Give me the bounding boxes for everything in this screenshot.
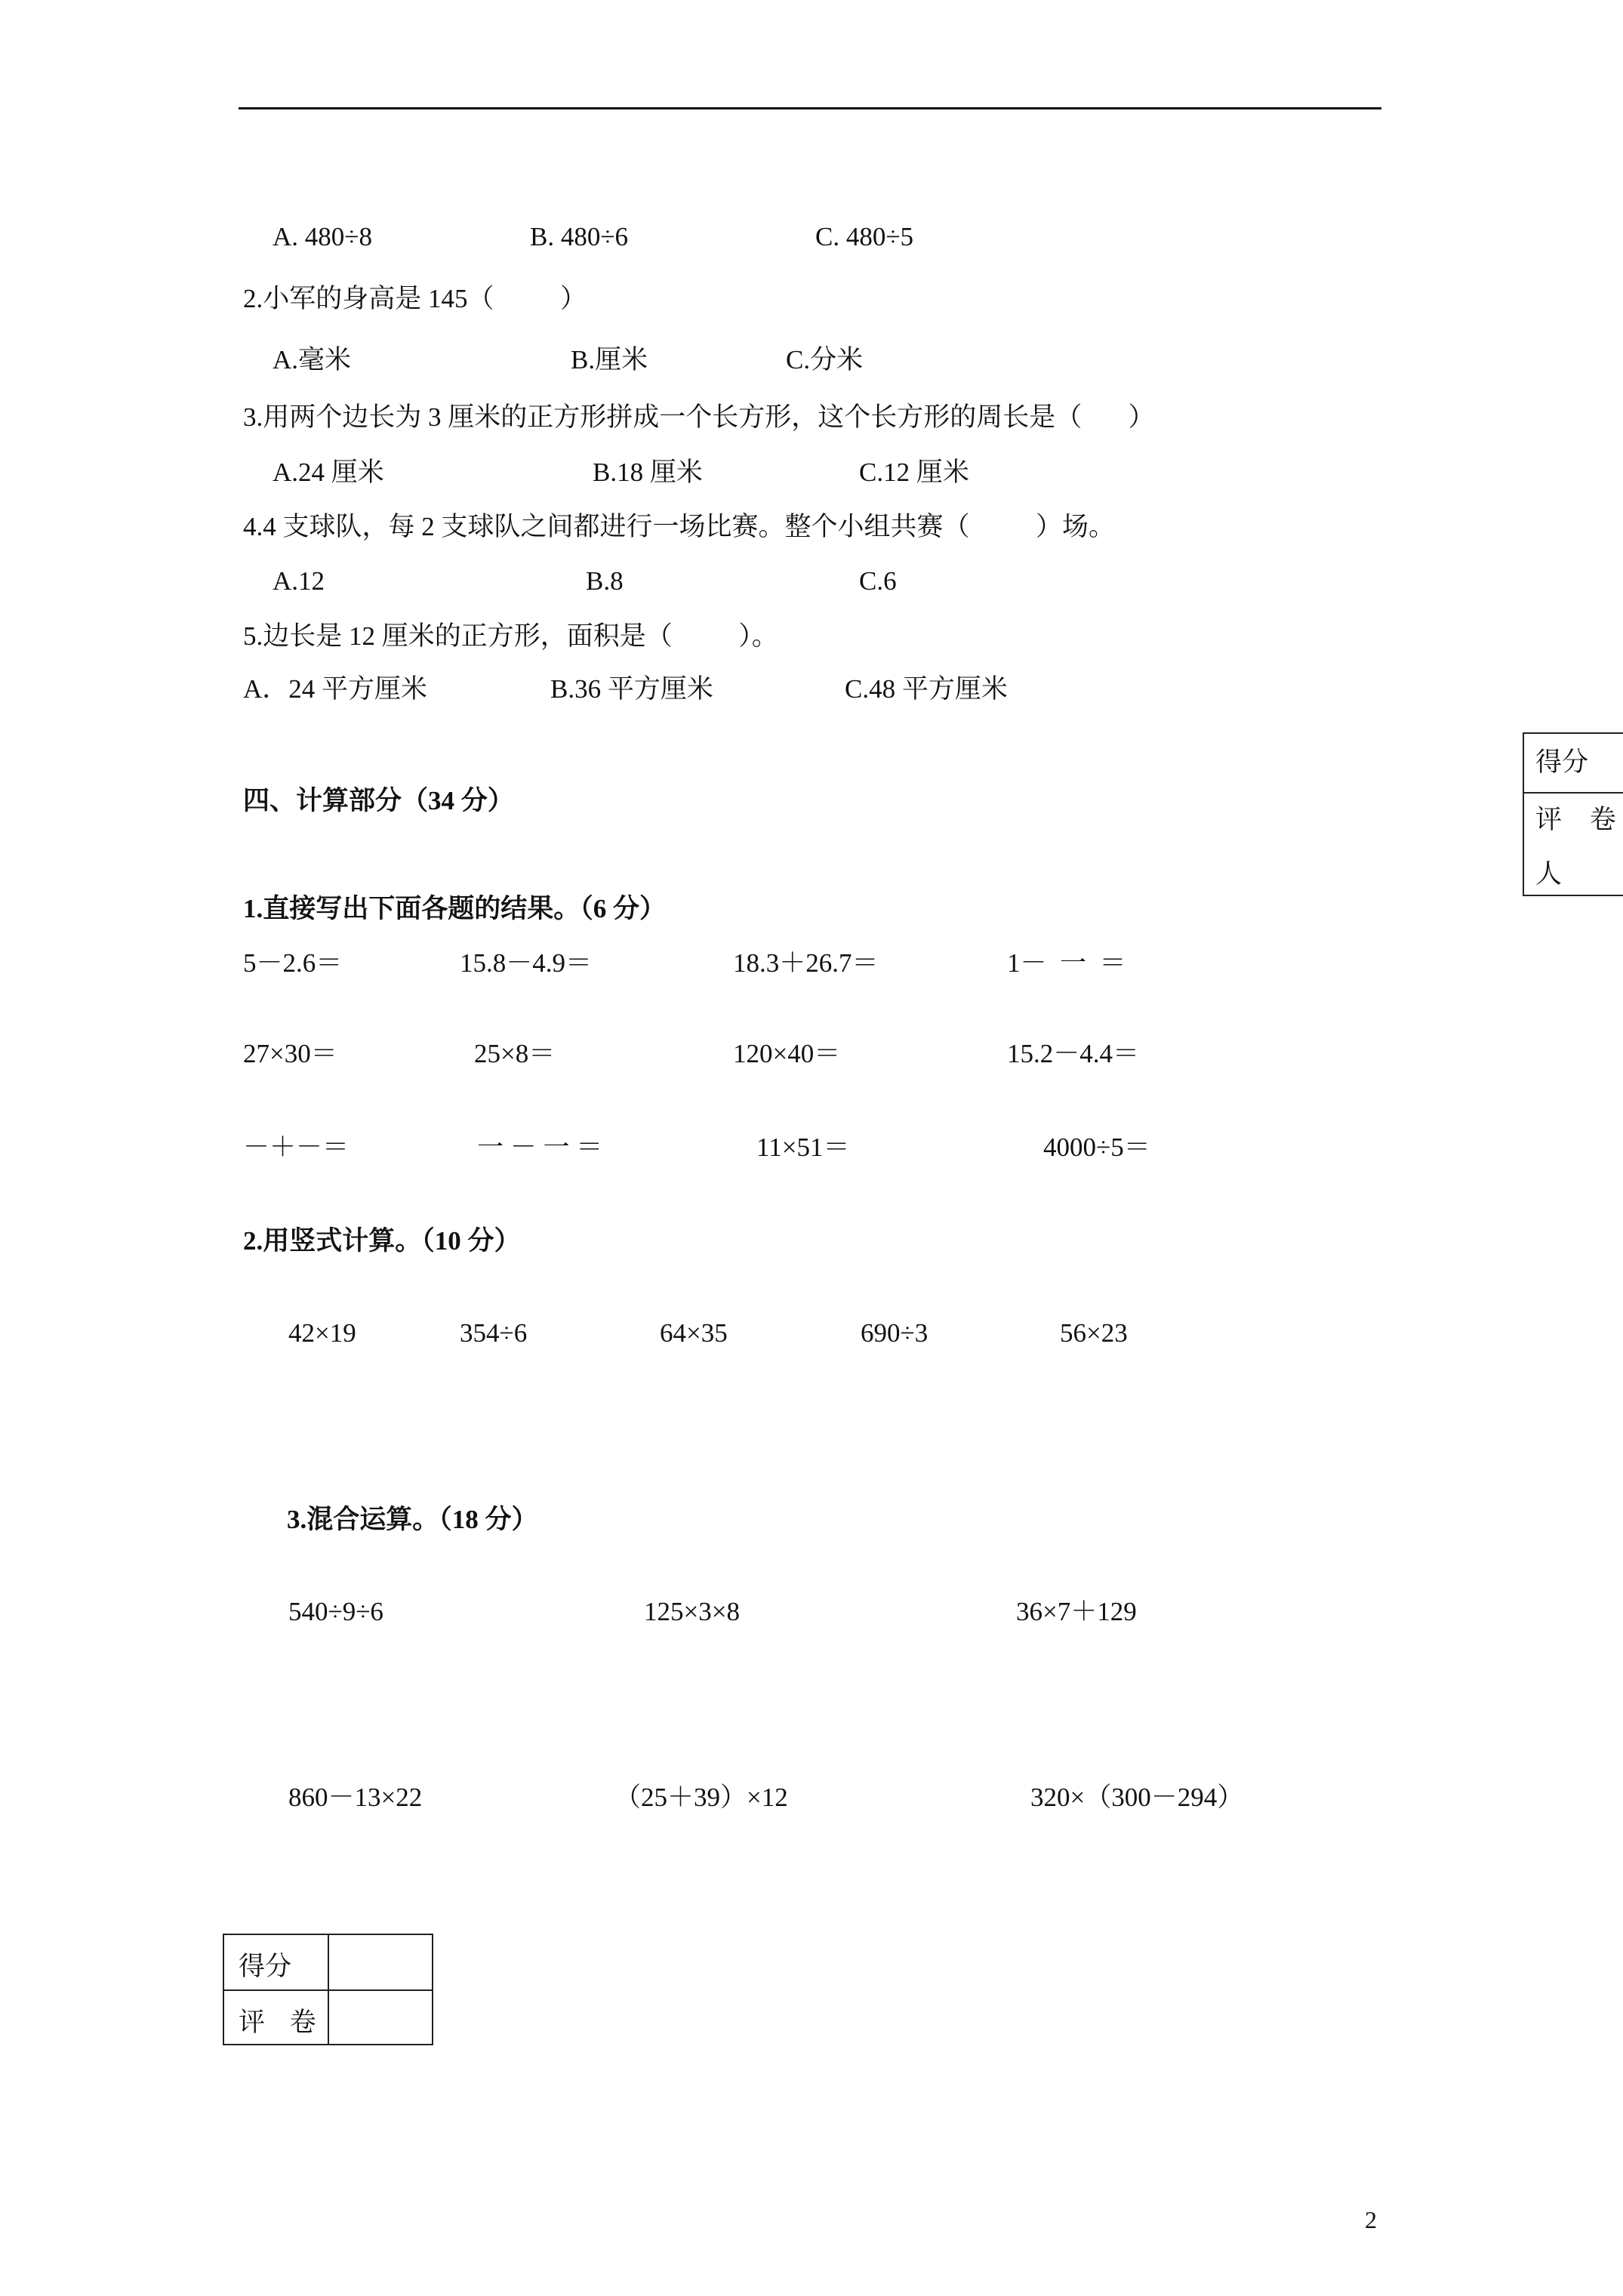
part2-title: 2.用竖式计算。（10 分） [243,1226,521,1256]
part1-title: 1.直接写出下面各题的结果。（6 分） [243,894,667,923]
oral-item: 15.8－4.9＝ [460,948,593,978]
grader-label-line2: 人 [1535,859,1563,889]
oral-item: 25×8＝ [474,1039,556,1068]
oral-item: 15.2－4.4＝ [1007,1039,1140,1068]
q4-stem: 4.4 支球队，每 2 支球队之间都进行一场比赛。整个小组共赛（ ）场。 [243,512,1116,541]
q3-option-a: A.24 厘米 [273,458,384,487]
q1-option-a: A. 480÷8 [273,222,372,251]
grader-label-line1: 评 卷 [1535,805,1616,834]
q3-option-b: B.18 厘米 [593,458,703,487]
mixed-calc-item: 320×（300－294） [1030,1783,1244,1812]
q1-option-b: B. 480÷6 [530,222,629,251]
score-box-divider [1524,792,1623,794]
q5-option-a: A．24 平方厘米 [243,674,428,704]
vertical-calc-item: 64×35 [660,1318,728,1348]
vertical-calc-item: 42×19 [288,1318,356,1348]
vertical-calc-item: 56×23 [1060,1318,1128,1348]
header-rule [239,107,1381,109]
q3-stem: 3.用两个边长为 3 厘米的正方形拼成一个长方形，这个长方形的周长是（ ） [243,402,1155,432]
q4-option-c: C.6 [859,566,897,596]
q4-option-a: A.12 [273,566,325,596]
vertical-calc-item: 354÷6 [460,1318,528,1348]
q2-stem: 2.小军的身高是 145（ ） [243,284,587,313]
q2-option-b: B.厘米 [571,345,648,374]
oral-item: 5－2.6＝ [243,948,343,978]
mixed-calc-item: 125×3×8 [644,1597,740,1626]
score-box-right [1523,732,1623,896]
page-number: 2 [1365,2206,1377,2233]
oral-item: 27×30＝ [243,1039,337,1068]
mixed-calc-item: 860－13×22 [288,1783,423,1812]
oral-item: 11×51＝ [756,1133,850,1162]
q2-option-c: C.分米 [786,345,864,374]
score-label: 得分 [1535,747,1589,777]
oral-item: 120×40＝ [733,1039,841,1068]
mixed-calc-item: 540÷9÷6 [288,1597,383,1626]
grader-label: 评 卷 [239,2008,316,2037]
oral-item: 4000÷5＝ [1043,1133,1150,1162]
q4-option-b: B.8 [586,566,624,596]
score-label: 得分 [239,1952,292,1981]
part3-title: 3.混合运算。（18 分） [287,1505,538,1534]
oral-item: －＋－＝ [243,1133,350,1162]
score-box-bottom [223,1934,433,2045]
section4-title: 四、计算部分（34 分） [243,786,514,815]
q2-option-a: A.毫米 [273,345,352,374]
q5-option-b: B.36 平方厘米 [550,674,713,704]
q5-stem: 5.边长是 12 厘米的正方形，面积是（ ）。 [243,621,778,651]
oral-item: 18.3＋26.7＝ [733,948,879,978]
q1-option-c: C. 480÷5 [815,222,914,251]
mixed-calc-item: 36×7＋129 [1016,1597,1137,1626]
score-box-row-divider [224,1989,432,1991]
mixed-calc-item: （25＋39）×12 [614,1783,788,1812]
q5-option-c: C.48 平方厘米 [845,674,1008,704]
q3-option-c: C.12 厘米 [859,458,969,487]
oral-item: 1－ 一 ＝ [1007,948,1126,978]
oral-item: 一 － 一 ＝ [477,1133,603,1162]
vertical-calc-item: 690÷3 [861,1318,929,1348]
